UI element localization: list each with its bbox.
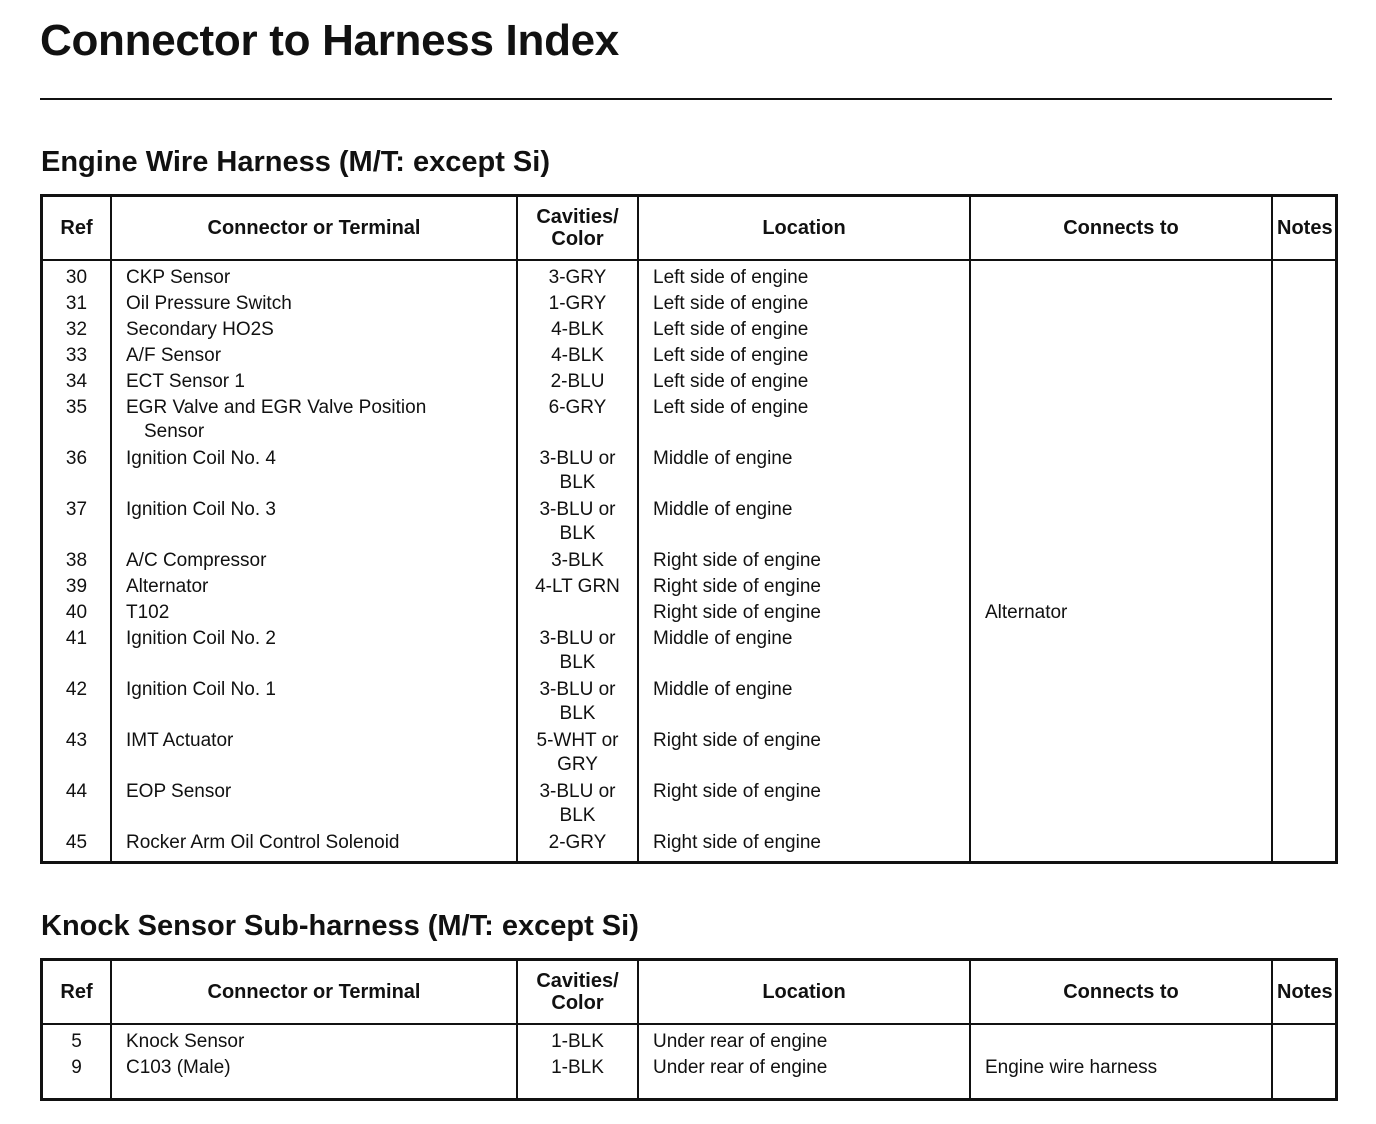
- column-header-ref: Ref: [42, 960, 112, 1025]
- table-row-spacer: [42, 857, 1337, 863]
- location-cell: Under rear of engine: [638, 1024, 970, 1056]
- empty-cell: [517, 857, 638, 863]
- engine-wire-harness-table: [40, 194, 1338, 864]
- ref-cell: 45: [42, 831, 112, 857]
- ref-cell: 38: [42, 549, 112, 575]
- cavities-cell: [517, 575, 638, 601]
- column-header-connector: Connector or Terminal: [111, 960, 517, 1025]
- table-row: [42, 831, 1337, 857]
- cavities-text: 3-BLU or: [539, 448, 616, 469]
- cavities-cell: [517, 370, 638, 396]
- connector-text-continued: Sensor: [144, 421, 205, 442]
- connector-cell: [111, 549, 517, 575]
- empty-cell: [1272, 857, 1337, 863]
- column-header-cavities: Cavities/ Color: [517, 960, 638, 1025]
- cavities-text-continued: GRY: [557, 754, 598, 775]
- cavities-cell: [517, 292, 638, 318]
- cavities-cell: [517, 447, 638, 498]
- connector-cell: [111, 575, 517, 601]
- knock-sensor-sub-harness-table: [40, 958, 1338, 1101]
- connector-text: C103 (Male): [126, 1057, 231, 1078]
- cavities-text: 3-BLK: [551, 550, 604, 571]
- notes-cell: [1272, 831, 1337, 857]
- location-cell: Left side of engine: [638, 396, 970, 447]
- empty-cell: [42, 1082, 112, 1100]
- title-divider: [40, 98, 1332, 100]
- notes-cell: [1272, 601, 1337, 627]
- cavities-cell: [517, 627, 638, 678]
- cavities-text: 4-BLK: [551, 345, 604, 366]
- cavities-cell: [517, 318, 638, 344]
- location-cell: Left side of engine: [638, 370, 970, 396]
- empty-cell: [970, 1082, 1272, 1100]
- table-row: [42, 344, 1337, 370]
- empty-cell: [1272, 1082, 1337, 1100]
- table-row: [42, 260, 1337, 292]
- table-body: [42, 260, 1337, 863]
- notes-cell: [1272, 292, 1337, 318]
- cavities-text: 6-GRY: [548, 397, 607, 418]
- ref-cell: 40: [42, 601, 112, 627]
- connector-text: A/F Sensor: [126, 345, 222, 366]
- column-header-connector: Connector or Terminal: [111, 196, 517, 261]
- table-body: [42, 1024, 1337, 1100]
- connector-cell: [111, 678, 517, 729]
- table-row: [42, 678, 1337, 729]
- notes-cell: [1272, 447, 1337, 498]
- notes-cell: [1272, 678, 1337, 729]
- connector-text: Ignition Coil No. 4: [126, 448, 276, 469]
- connects-to-cell: [970, 831, 1272, 857]
- connector-cell: [111, 447, 517, 498]
- ref-cell: 34: [42, 370, 112, 396]
- column-header-notes: Notes: [1272, 196, 1337, 261]
- cavities-cell: [517, 831, 638, 857]
- notes-cell: [1272, 344, 1337, 370]
- cavities-text: 5-WHT or: [536, 730, 619, 751]
- connector-cell: [111, 1024, 517, 1056]
- connects-to-cell: [970, 575, 1272, 601]
- connector-text: IMT Actuator: [126, 730, 234, 751]
- cavities-text: 2-BLU: [550, 371, 605, 392]
- cavities-cell: [517, 1056, 638, 1082]
- connector-cell: [111, 498, 517, 549]
- connects-to-cell: Alternator: [970, 601, 1272, 627]
- empty-cell: [42, 857, 112, 863]
- ref-cell: 9: [42, 1056, 112, 1082]
- notes-cell: [1272, 1024, 1337, 1056]
- location-cell: Right side of engine: [638, 729, 970, 780]
- table-row: [42, 498, 1337, 549]
- cavities-text-continued: BLK: [559, 703, 596, 724]
- cavities-text: 4-LT GRN: [535, 576, 620, 597]
- location-cell: Under rear of engine: [638, 1056, 970, 1082]
- cavities-text: 3-BLU or: [539, 628, 616, 649]
- notes-cell: [1272, 780, 1337, 831]
- location-cell: Middle of engine: [638, 447, 970, 498]
- connects-to-cell: Engine wire harness: [970, 1056, 1272, 1082]
- table-row-spacer: [42, 1082, 1337, 1100]
- connects-to-cell: [970, 447, 1272, 498]
- connector-text: ECT Sensor 1: [126, 371, 245, 392]
- cavities-cell: [517, 1024, 638, 1056]
- connector-cell: [111, 729, 517, 780]
- table-row: [42, 318, 1337, 344]
- notes-cell: [1272, 498, 1337, 549]
- connects-to-cell: [970, 396, 1272, 447]
- connector-cell: [111, 601, 517, 627]
- location-cell: Middle of engine: [638, 627, 970, 678]
- connector-text: Rocker Arm Oil Control Solenoid: [126, 832, 400, 853]
- cavities-text-continued: BLK: [559, 805, 596, 826]
- connector-cell: [111, 344, 517, 370]
- notes-cell: [1272, 396, 1337, 447]
- empty-cell: [111, 857, 517, 863]
- connects-to-cell: [970, 627, 1272, 678]
- connector-cell: [111, 1056, 517, 1082]
- cavities-text: 3-BLU or: [539, 781, 616, 802]
- cavities-cell: [517, 260, 638, 292]
- connects-to-cell: [970, 318, 1272, 344]
- connector-text: Alternator: [126, 576, 209, 597]
- table-row: [42, 780, 1337, 831]
- connects-to-cell: [970, 260, 1272, 292]
- connector-cell: [111, 627, 517, 678]
- table-row: [42, 292, 1337, 318]
- ref-cell: 5: [42, 1024, 112, 1056]
- connector-cell: [111, 318, 517, 344]
- cavities-cell: [517, 344, 638, 370]
- column-header-connects-to: Connects to: [970, 960, 1272, 1025]
- empty-cell: [970, 857, 1272, 863]
- notes-cell: [1272, 260, 1337, 292]
- notes-cell: [1272, 627, 1337, 678]
- column-header-location: Location: [638, 196, 970, 261]
- column-header-notes: Notes: [1272, 960, 1337, 1025]
- notes-cell: [1272, 370, 1337, 396]
- column-header-cavities: Cavities/ Color: [517, 196, 638, 261]
- column-header-location: Location: [638, 960, 970, 1025]
- connector-text: Secondary HO2S: [126, 319, 274, 340]
- notes-cell: [1272, 575, 1337, 601]
- connector-cell: [111, 396, 517, 447]
- ref-cell: 30: [42, 260, 112, 292]
- connects-to-cell: [970, 370, 1272, 396]
- cavities-text: 3-BLU or: [539, 499, 616, 520]
- connector-text: A/C Compressor: [126, 550, 267, 571]
- connector-text: CKP Sensor: [126, 267, 231, 288]
- location-cell: Right side of engine: [638, 575, 970, 601]
- section-title-engine-wire-harness: Engine Wire Harness (M/T: except Si): [41, 146, 550, 178]
- cavities-text: 1-BLK: [551, 1057, 604, 1078]
- table-row: [42, 1024, 1337, 1056]
- cavities-text: 1-BLK: [551, 1031, 604, 1052]
- ref-cell: 37: [42, 498, 112, 549]
- cavities-text: 2-GRY: [548, 832, 607, 853]
- cavities-cell: [517, 678, 638, 729]
- ref-cell: 31: [42, 292, 112, 318]
- connector-text: Ignition Coil No. 2: [126, 628, 276, 649]
- connects-to-cell: [970, 344, 1272, 370]
- cavities-text: 3-BLU or: [539, 679, 616, 700]
- ref-cell: 35: [42, 396, 112, 447]
- table-row: [42, 396, 1337, 447]
- ref-cell: 42: [42, 678, 112, 729]
- cavities-text-continued: BLK: [559, 472, 596, 493]
- table-header-row: [42, 196, 1337, 261]
- cavities-cell: [517, 396, 638, 447]
- connector-text: Knock Sensor: [126, 1031, 245, 1052]
- cavities-cell: [517, 780, 638, 831]
- connects-to-cell: [970, 729, 1272, 780]
- empty-cell: [638, 857, 970, 863]
- location-cell: Middle of engine: [638, 498, 970, 549]
- ref-cell: 39: [42, 575, 112, 601]
- connects-to-cell: [970, 1024, 1272, 1056]
- location-cell: Left side of engine: [638, 292, 970, 318]
- connector-text: T102: [126, 602, 170, 623]
- empty-cell: [638, 1082, 970, 1100]
- location-cell: Left side of engine: [638, 318, 970, 344]
- location-cell: Right side of engine: [638, 549, 970, 575]
- notes-cell: [1272, 318, 1337, 344]
- connects-to-cell: [970, 780, 1272, 831]
- cavities-text: 3-GRY: [548, 267, 607, 288]
- cavities-text-continued: BLK: [559, 523, 596, 544]
- connects-to-cell: [970, 549, 1272, 575]
- ref-cell: 43: [42, 729, 112, 780]
- table-row: [42, 729, 1337, 780]
- table-row: [42, 447, 1337, 498]
- connector-cell: [111, 292, 517, 318]
- column-header-connects-to: Connects to: [970, 196, 1272, 261]
- location-cell: Left side of engine: [638, 344, 970, 370]
- connector-cell: [111, 831, 517, 857]
- location-cell: Right side of engine: [638, 780, 970, 831]
- empty-cell: [517, 1082, 638, 1100]
- table-row: [42, 549, 1337, 575]
- connector-text: Ignition Coil No. 1: [126, 679, 276, 700]
- notes-cell: [1272, 1056, 1337, 1082]
- table-row: [42, 575, 1337, 601]
- connector-text: EOP Sensor: [126, 781, 232, 802]
- connector-cell: [111, 260, 517, 292]
- connects-to-cell: [970, 292, 1272, 318]
- cavities-text: 1-GRY: [548, 293, 607, 314]
- cavities-text-continued: BLK: [559, 652, 596, 673]
- table-header-row: [42, 960, 1337, 1025]
- notes-cell: [1272, 549, 1337, 575]
- location-cell: Middle of engine: [638, 678, 970, 729]
- cavities-cell: [517, 498, 638, 549]
- location-cell: Left side of engine: [638, 260, 970, 292]
- connects-to-cell: [970, 678, 1272, 729]
- table-row: [42, 370, 1337, 396]
- ref-cell: 44: [42, 780, 112, 831]
- table-row: [42, 1056, 1337, 1082]
- section-title-knock-sensor-sub-harness: Knock Sensor Sub-harness (M/T: except Si): [41, 910, 639, 942]
- cavities-cell: [517, 549, 638, 575]
- ref-cell: 41: [42, 627, 112, 678]
- ref-cell: 32: [42, 318, 112, 344]
- cavities-cell: [517, 601, 638, 627]
- ref-cell: 36: [42, 447, 112, 498]
- page-title: Connector to Harness Index: [40, 16, 619, 65]
- cavities-text: 4-BLK: [551, 319, 604, 340]
- location-cell: Right side of engine: [638, 601, 970, 627]
- empty-cell: [111, 1082, 517, 1100]
- connector-cell: [111, 370, 517, 396]
- location-cell: Right side of engine: [638, 831, 970, 857]
- connects-to-cell: [970, 498, 1272, 549]
- ref-cell: 33: [42, 344, 112, 370]
- connector-text: Ignition Coil No. 3: [126, 499, 276, 520]
- cavities-cell: [517, 729, 638, 780]
- connector-cell: [111, 780, 517, 831]
- column-header-ref: Ref: [42, 196, 112, 261]
- connector-text: EGR Valve and EGR Valve Position: [126, 397, 427, 418]
- table-row: [42, 627, 1337, 678]
- connector-text: Oil Pressure Switch: [126, 293, 292, 314]
- table-row: [42, 601, 1337, 627]
- notes-cell: [1272, 729, 1337, 780]
